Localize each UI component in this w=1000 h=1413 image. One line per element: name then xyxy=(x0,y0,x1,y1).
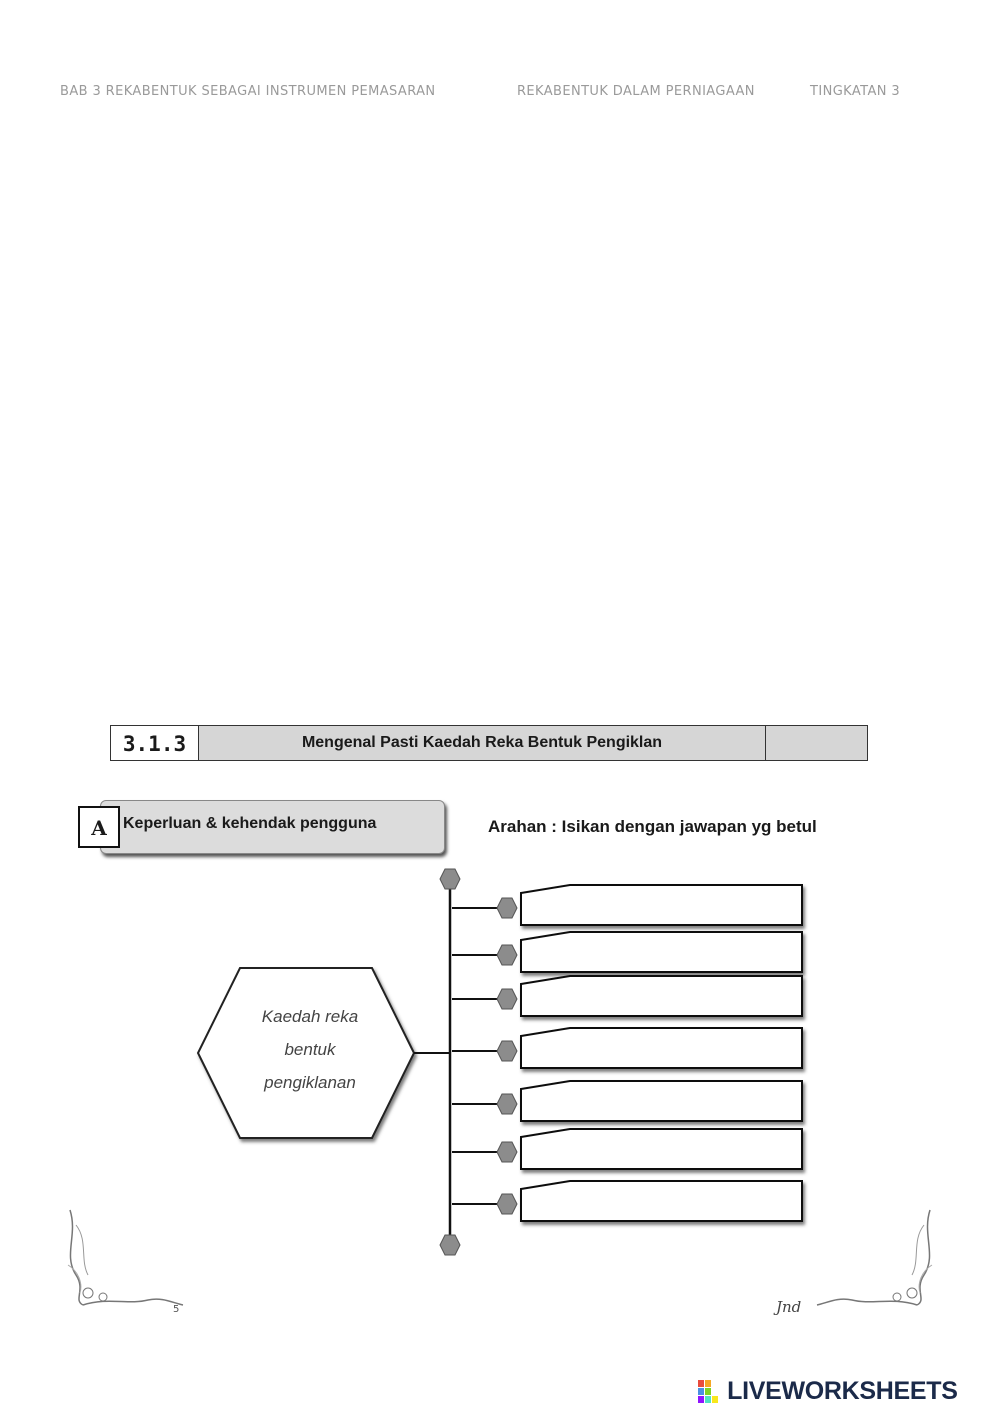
branch-node xyxy=(497,1041,517,1061)
answer-box-2[interactable] xyxy=(521,932,802,972)
center-label-line-2: bentuk xyxy=(284,1040,336,1059)
liveworksheets-brand xyxy=(698,1377,958,1411)
corner-ornament-right xyxy=(812,1205,942,1315)
center-label-line-3: pengiklanan xyxy=(264,1073,356,1092)
branch-node xyxy=(497,1094,517,1114)
answer-box-1[interactable] xyxy=(521,885,802,925)
header-level: TINGKATAN 3 xyxy=(810,84,901,99)
page-number: 5 xyxy=(173,1304,180,1315)
part-a-label: Keperluan & kehendak pengguna xyxy=(123,815,377,832)
corner-ornament-left xyxy=(58,1205,188,1315)
answer-box-4[interactable] xyxy=(521,1028,802,1068)
branch-node xyxy=(497,945,517,965)
liveworksheets-logo-icon xyxy=(698,1380,720,1404)
center-label-line-1: Kaedah reka xyxy=(261,1007,359,1026)
header-chapter: BAB 3 REKABENTUK SEBAGAI INSTRUMEN PEMASARAN xyxy=(60,84,436,99)
section-title: Mengenal Pasti Kaedah Reka Bentuk Pengiklan xyxy=(301,734,663,751)
branch-node xyxy=(497,898,517,918)
spine-bottom-node xyxy=(440,1235,460,1255)
spine-top-node xyxy=(440,869,460,889)
branch-node xyxy=(497,1194,517,1214)
answer-box-6[interactable] xyxy=(521,1129,802,1169)
part-a-letter: A xyxy=(78,806,120,848)
answer-box-5[interactable] xyxy=(521,1081,802,1121)
branch-node xyxy=(497,1142,517,1162)
answer-box-3[interactable] xyxy=(521,976,802,1016)
branch-node xyxy=(497,989,517,1009)
section-number: 3.1.3 xyxy=(111,726,199,760)
answer-box-7[interactable] xyxy=(521,1181,802,1221)
brand-wordmark: LIVEWORKSHEETS xyxy=(727,1377,958,1405)
instruction-text: Arahan : Isikan dengan jawapan yg betul xyxy=(488,817,817,836)
header-subject: REKABENTUK DALAM PERNIAGAAN xyxy=(517,84,755,99)
author-signature: Jnd xyxy=(776,1298,802,1316)
center-label xyxy=(225,1000,395,1099)
